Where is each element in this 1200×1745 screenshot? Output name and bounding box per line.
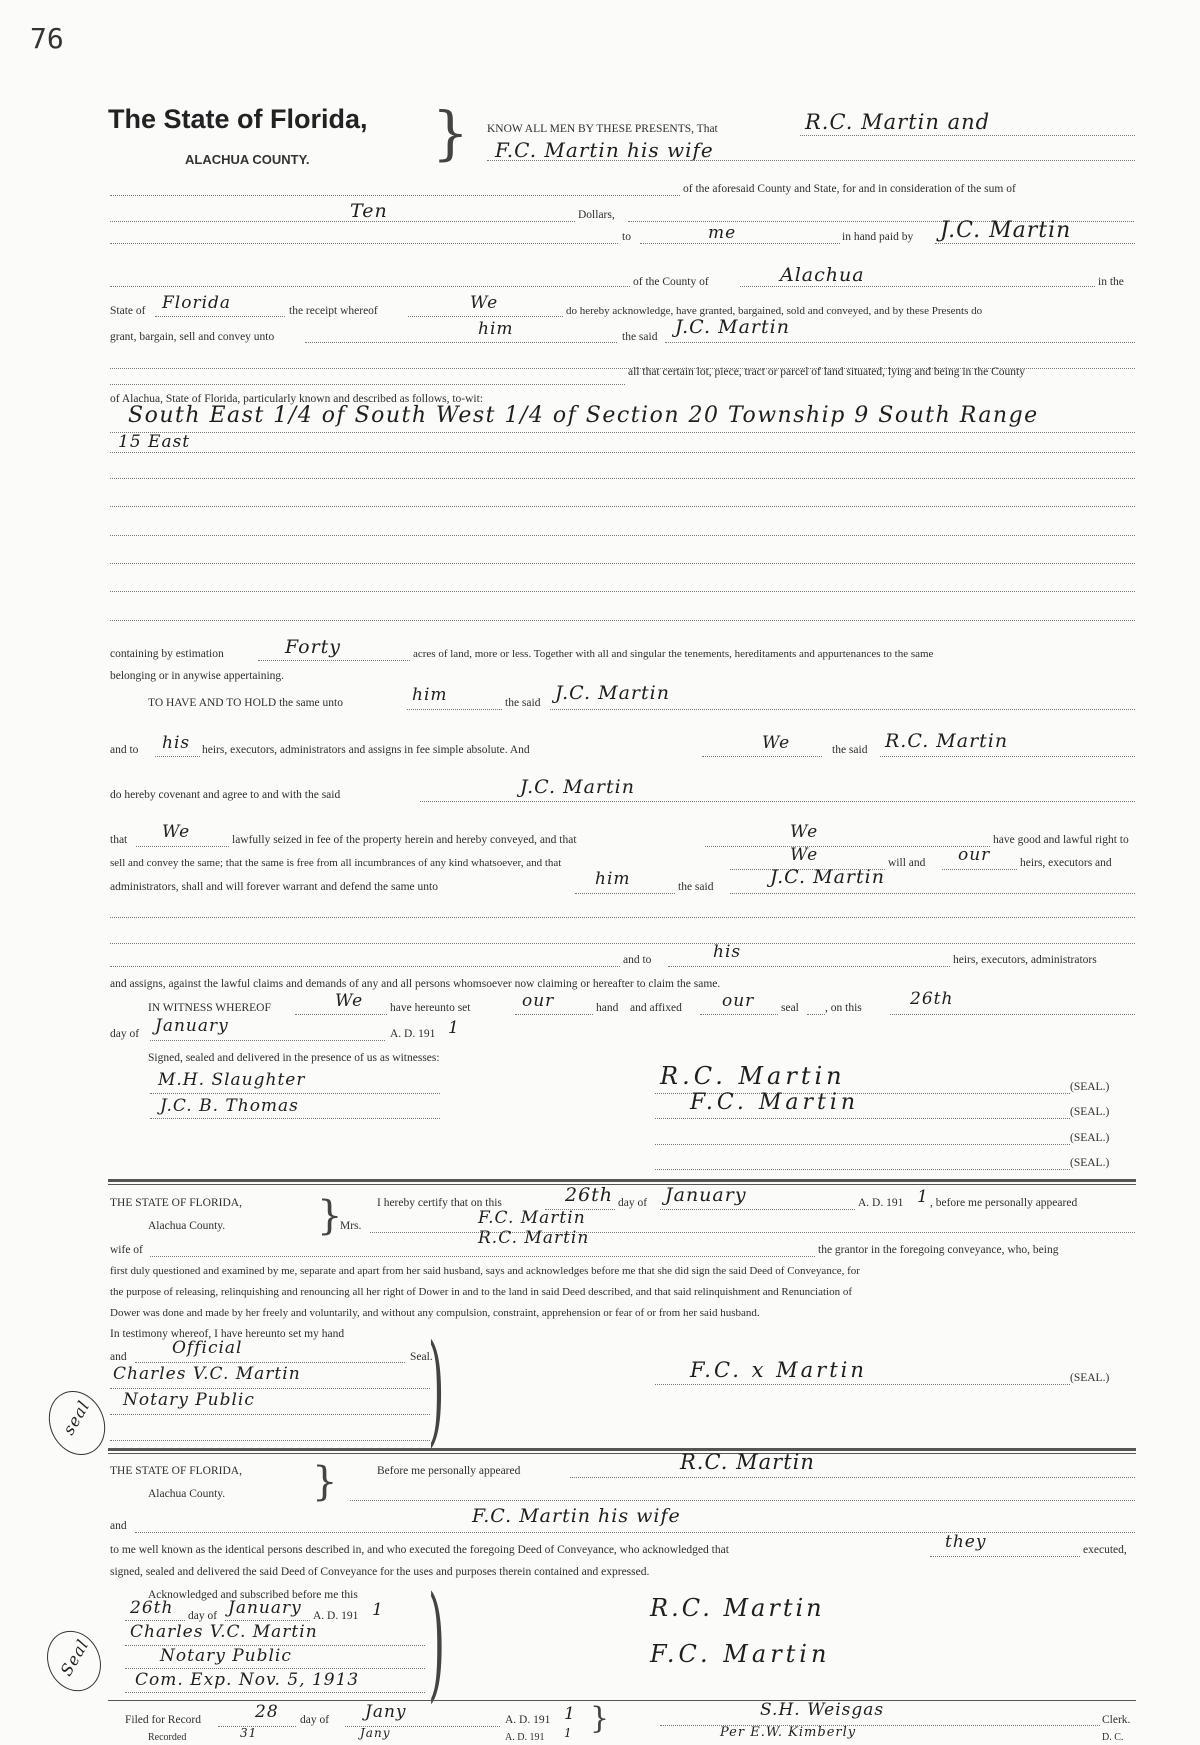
and-to-label: and to <box>110 744 139 756</box>
all-that-text: all that certain lot, piece, tract or parcel of land situated, lying and being in the County <box>628 366 1025 378</box>
rule <box>660 1209 855 1210</box>
ack2-and: and <box>110 1520 127 1532</box>
ack2-notary-brace: ) <box>428 1570 446 1715</box>
ack1-notary-brace: ) <box>428 1320 445 1459</box>
ack1-and: and <box>110 1351 127 1363</box>
filed-day-handwritten: 28 <box>255 1702 279 1722</box>
rule <box>155 756 200 757</box>
ack2-notary-title-handwritten: Notary Public <box>160 1646 292 1666</box>
rule <box>135 1362 405 1363</box>
rule <box>305 342 617 343</box>
of-alachua-text: of Alachua, State of Florida, particularly known and described as follows, to-wit: <box>110 393 484 405</box>
ack1-signature: F.C. x Martin <box>690 1358 867 1382</box>
ack1-line2: the purpose of releasing, relinquishing and renouncing all her right of Dower in and to the land in said Deed described, and that said relinquishment and Renunciation of <box>110 1286 852 1298</box>
rule <box>125 1668 425 1669</box>
his2-handwritten: his <box>713 942 742 962</box>
footer-brace: } <box>590 1701 610 1736</box>
grantors-handwritten: R.C. Martin and <box>805 110 991 134</box>
sell-handwritten: We <box>790 845 819 865</box>
ack1-county: Alachua County. <box>148 1220 226 1232</box>
recorded-ad: A. D. 191 <box>505 1732 545 1743</box>
ack1-notary-handwritten: Charles V.C. Martin <box>113 1364 301 1384</box>
rule <box>110 384 625 385</box>
aforesaid-text: of the aforesaid County and State, for and in consideration of the sum of <box>683 183 1016 195</box>
clerk-handwritten: S.H. Weisgas <box>760 1700 885 1720</box>
witness-our-handwritten: our <box>522 991 555 1011</box>
ack2-signature-2: F.C. Martin <box>650 1640 831 1668</box>
state-of-label: State of <box>110 305 146 317</box>
rule <box>550 709 1135 710</box>
affixed-label: and affixed <box>630 1002 682 1014</box>
rule <box>350 1500 1135 1501</box>
rule <box>408 316 563 317</box>
grantors-handwritten-2: F.C. Martin his wife <box>495 138 714 162</box>
grantor-handwritten: R.C. Martin <box>885 730 1009 752</box>
rule <box>125 1620 185 1621</box>
rule <box>705 846 990 847</box>
rule <box>110 243 618 244</box>
sell-text: sell and convey the same; that the same is free from all incumbrances of any kind whatsoever, and that <box>110 857 562 869</box>
ack2-state: THE STATE OF FLORIDA, <box>110 1465 242 1477</box>
know-all-text: KNOW ALL MEN BY THESE PRESENTS, That <box>487 123 718 135</box>
seal-mark-1: (SEAL.) <box>1070 1081 1110 1093</box>
recorded-year-handwritten: 1 <box>564 1726 573 1740</box>
rule <box>655 1144 1070 1145</box>
rule <box>110 943 1135 944</box>
county-heading: ALACHUA COUNTY. <box>185 152 310 167</box>
notary-seal-text: seal <box>58 1397 94 1438</box>
ack1-mrs: Mrs. <box>340 1220 362 1232</box>
rule <box>258 660 410 661</box>
ack2-appeared-handwritten: R.C. Martin <box>680 1450 815 1474</box>
rule <box>730 893 1135 894</box>
unto-handwritten: him <box>412 685 448 705</box>
ack1-line1: first duly questioned and examined by me, separate and apart from her said husband, says and acknowledges before me that she did sign the said Deed of Conveyance, for <box>110 1265 860 1277</box>
receipt-label: the receipt whereof <box>289 305 378 317</box>
assigns-text: and assigns, against the lawful claims and demands of any and all persons whomsoever now claiming or hereafter to claim the same. <box>110 978 721 990</box>
seal-label: seal <box>781 1002 799 1014</box>
seized-text: lawfully seized in fee of the property herein and hereby conveyed, and that <box>232 834 577 846</box>
signature-1: R.C. Martin <box>660 1062 846 1090</box>
containing-label: containing by estimation <box>110 648 224 660</box>
signature-2: F.C. Martin <box>690 1090 860 1115</box>
witness-year-handwritten: 1 <box>448 1018 460 1038</box>
grantee-handwritten: J.C. Martin <box>675 316 790 338</box>
acres-text: acres of land, more or less. Together with all and singular the tenements, hereditaments and appurtenances to the same <box>413 648 934 660</box>
heirs-text: heirs, executors, administrators and assigns in fee simple absolute. And <box>202 744 530 756</box>
rule <box>487 160 1135 161</box>
rule <box>942 869 1017 870</box>
witness-day-handwritten: 26th <box>910 989 954 1009</box>
rule <box>930 1556 1080 1557</box>
rule <box>110 195 680 196</box>
rule <box>665 342 1135 343</box>
heirs-executors-text: heirs, executors and <box>1020 857 1112 869</box>
heirs-administrators-text: heirs, executors, administrators <box>953 954 1097 966</box>
in-witness-label: IN WITNESS WHEREOF <box>148 1002 271 1014</box>
section-divider <box>108 1453 1136 1454</box>
signed-text: Signed, sealed and delivered in the presence of us as witnesses: <box>148 1052 440 1064</box>
header-brace: } <box>432 99 469 167</box>
notary-seal-text-2: Seal <box>56 1635 93 1680</box>
rule <box>110 563 1135 564</box>
grant-label: grant, bargain, sell and convey unto <box>110 331 275 343</box>
his-handwritten: his <box>162 733 191 753</box>
rule <box>110 1414 430 1415</box>
rule <box>110 478 1135 479</box>
rule <box>655 1384 1070 1385</box>
acknowledge-text: do hereby acknowledge, have granted, bargained, sold and conveyed, and by these Presents do <box>566 305 983 317</box>
ack2-month-handwritten: January <box>228 1598 302 1618</box>
filed-year-handwritten: 1 <box>564 1704 576 1724</box>
ack1-notary-title-handwritten: Notary Public <box>123 1390 255 1410</box>
rule <box>880 756 1135 757</box>
ack2-they-handwritten: they <box>945 1532 987 1552</box>
filed-ad: A. D. 191 <box>505 1714 551 1726</box>
rule <box>110 221 575 222</box>
rule <box>110 1388 430 1389</box>
the-said-label: the said <box>622 331 658 343</box>
will-and-label: will and <box>888 857 926 869</box>
rule <box>935 243 1135 244</box>
ack1-line3: Dower was done and made by her freely and voluntarily, and without any compulsion, constraint, apprehension or fear of or from her said husband. <box>110 1307 760 1319</box>
in-the-label: in the <box>1098 276 1124 288</box>
document-title: The State of Florida, <box>108 104 368 134</box>
filed-day-of: day of <box>300 1714 330 1726</box>
filed-month-handwritten: Jany <box>365 1702 407 1722</box>
ack2-ad: A. D. 191 <box>313 1610 359 1622</box>
ack2-known: to me well known as the identical persons described in, and who executed the foregoing Deed of Conveyance, who acknowledged that <box>110 1544 729 1556</box>
page-number: 76 <box>30 22 64 55</box>
witness1-handwritten: M.H. Slaughter <box>158 1070 306 1090</box>
ack1-year-handwritten: 1 <box>917 1187 929 1207</box>
rule <box>515 1014 593 1015</box>
ack2-notary-handwritten: Charles V.C. Martin <box>130 1622 318 1642</box>
dc-label: D. C. <box>1102 1732 1124 1743</box>
rule <box>110 535 1135 536</box>
ack2-signature-1: R.C. Martin <box>650 1594 825 1622</box>
rule <box>110 452 1135 453</box>
rule <box>110 506 1135 507</box>
rule <box>110 620 1135 621</box>
ack1-before: , before me personally appeared <box>930 1197 1078 1209</box>
rule <box>807 1014 825 1015</box>
paid-by-label: in hand paid by <box>842 231 914 243</box>
ack2-and-handwritten: F.C. Martin his wife <box>472 1505 681 1527</box>
ack2-executed: executed, <box>1083 1544 1127 1556</box>
rule <box>702 756 822 757</box>
rule <box>225 1620 310 1621</box>
ack1-testimony: In testimony whereof, I have hereunto set my hand <box>110 1328 345 1340</box>
and-to-label-2: and to <box>623 954 652 966</box>
rule <box>575 893 675 894</box>
recorded-label: Recorded <box>148 1732 187 1743</box>
ack2-signed: signed, sealed and delivered the said Deed of Conveyance for the uses and purposes therein contained and expressed. <box>110 1566 650 1578</box>
ack2-commission-handwritten: Com. Exp. Nov. 5, 1913 <box>135 1670 360 1690</box>
acres-handwritten: Forty <box>285 636 342 658</box>
rule <box>655 1118 1070 1119</box>
ack2-acknowledged: Acknowledged and subscribed before me this <box>148 1589 358 1601</box>
rule <box>420 801 1135 802</box>
grantee-pronoun-handwritten: him <box>478 319 514 339</box>
ack1-brace: } <box>317 1193 343 1239</box>
section-divider <box>108 1448 1136 1451</box>
state-handwritten: Florida <box>162 293 232 313</box>
have-hereunto-label: have hereunto set <box>390 1002 471 1014</box>
witness2-handwritten: J.C. B. Thomas <box>160 1096 299 1116</box>
good-right-text: have good and lawful right to <box>993 834 1129 846</box>
rule <box>740 286 1095 287</box>
rule <box>155 316 285 317</box>
hand-label: hand <box>596 1002 619 1014</box>
witness-we-handwritten: We <box>335 991 364 1011</box>
ack2-before: Before me personally appeared <box>377 1465 521 1477</box>
paid-by-handwritten: J.C. Martin <box>940 218 1072 243</box>
ack1-mrs-handwritten: F.C. Martin <box>478 1208 586 1228</box>
defend-grantee-handwritten: J.C. Martin <box>770 866 885 888</box>
ack1-day-of: day of <box>618 1197 648 1209</box>
ack2-year-handwritten: 1 <box>372 1600 384 1620</box>
the-said-label: the said <box>505 697 541 709</box>
receipt-handwritten: We <box>470 293 499 313</box>
seal-mark-2: (SEAL.) <box>1070 1106 1110 1118</box>
ack2-county: Alachua County. <box>148 1488 226 1500</box>
rule <box>150 1093 440 1094</box>
ack1-ad: A. D. 191 <box>858 1197 904 1209</box>
rule <box>640 243 840 244</box>
rule <box>150 1040 385 1041</box>
rule <box>110 917 1135 918</box>
we-handwritten: We <box>762 733 791 753</box>
land-description-1: South East 1/4 of South West 1/4 of Section 20 Township 9 South Range <box>128 403 1039 428</box>
rule <box>110 432 1135 433</box>
ack1-day-handwritten: 26th <box>565 1184 614 1206</box>
land-description-2: 15 East <box>118 432 191 452</box>
rule <box>110 1440 430 1441</box>
rule <box>890 1014 1135 1015</box>
day-of-label: day of <box>110 1028 140 1040</box>
section-divider <box>108 1184 1136 1185</box>
that-handwritten: We <box>162 822 191 842</box>
rule <box>800 135 1135 136</box>
rule <box>150 1256 815 1257</box>
ack2-brace: } <box>312 1459 338 1505</box>
rule <box>125 1692 425 1693</box>
witness-month-handwritten: January <box>155 1016 229 1036</box>
filed-label: Filed for Record <box>125 1714 202 1726</box>
on-this-label: , on this <box>825 1002 862 1014</box>
recorded-month-handwritten: Jany <box>360 1726 391 1740</box>
covenant-handwritten: J.C. Martin <box>520 776 635 798</box>
defend-handwritten: him <box>595 869 631 889</box>
rule <box>110 286 630 287</box>
ack1-husband-handwritten: R.C. Martin <box>478 1228 590 1248</box>
ack1-grantor: the grantor in the foregoing conveyance, who, being <box>818 1244 1059 1256</box>
seal-mark-3: (SEAL.) <box>1070 1132 1110 1144</box>
rule <box>407 709 502 710</box>
ack2-day-handwritten: 26th <box>130 1598 174 1618</box>
rule <box>668 966 950 967</box>
covenant-text: do hereby covenant and agree to and with the said <box>110 789 341 801</box>
ack1-month-handwritten: January <box>665 1184 747 1206</box>
ad-label: A. D. 191 <box>390 1028 436 1040</box>
ack1-seal-mark: (SEAL.) <box>1070 1372 1110 1384</box>
habendum-grantee-handwritten: J.C. Martin <box>555 682 670 704</box>
seized-handwritten: We <box>790 822 819 842</box>
seal-mark-4: (SEAL.) <box>1070 1157 1110 1169</box>
ack1-state: THE STATE OF FLORIDA, <box>110 1197 242 1209</box>
the-said-label-2: the said <box>832 744 868 756</box>
county-of-label: of the County of <box>633 276 709 288</box>
section-divider <box>108 1700 1136 1701</box>
ack1-certify: I hereby certify that on this <box>377 1197 502 1209</box>
belonging-text: belonging or in anywise appertaining. <box>110 670 285 682</box>
dollars-label: Dollars, <box>578 209 615 221</box>
rule <box>570 1477 1135 1478</box>
rule <box>110 591 1135 592</box>
rule <box>150 1118 440 1119</box>
amount-handwritten: Ten <box>350 200 388 222</box>
rule <box>295 1014 387 1015</box>
that-label: that <box>110 834 128 846</box>
rule <box>655 1169 1070 1170</box>
administrators-text: administrators, shall and will forever warrant and defend the same unto <box>110 881 438 893</box>
ack1-official-handwritten: Official <box>172 1338 243 1358</box>
to-have-text: TO HAVE AND TO HOLD the same unto <box>148 697 343 709</box>
the-said-label-3: the said <box>678 881 714 893</box>
rule <box>700 1014 778 1015</box>
to-label: to <box>622 231 631 243</box>
clerk-label: Clerk. <box>1102 1714 1131 1726</box>
ack1-seal: Seal. <box>410 1351 433 1363</box>
ack1-wife-of: wife of <box>110 1244 143 1256</box>
county-handwritten: Alachua <box>780 264 865 286</box>
ack2-day-of: day of <box>188 1610 218 1622</box>
to-handwritten: me <box>708 223 737 243</box>
rule <box>110 966 620 967</box>
recorded-day-handwritten: 31 <box>240 1726 258 1740</box>
our-handwritten: our <box>958 845 991 865</box>
rule <box>136 846 229 847</box>
dc-handwritten: Per E.W. Kimberly <box>720 1725 857 1740</box>
section-divider <box>108 1179 1136 1182</box>
witness-our2-handwritten: our <box>722 991 755 1011</box>
